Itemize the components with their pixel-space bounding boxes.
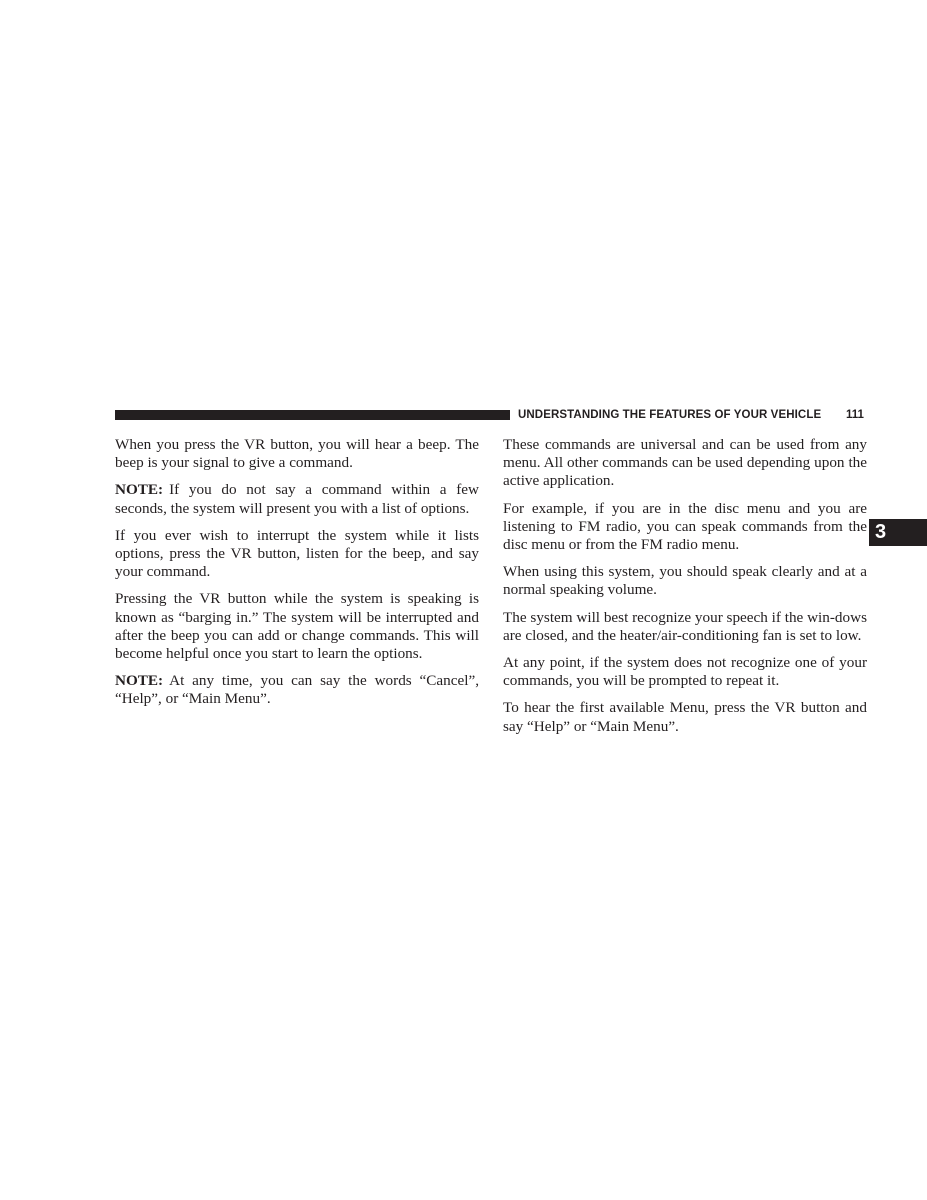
- note-label: NOTE:: [115, 672, 164, 690]
- note-paragraph: [115, 481, 479, 517]
- paragraph: Pressing the VR button while the system is speaking is known as “barging in.” The system will be interrupted and after the beep you can add or change commands. This will become helpful once you start to learn the options.: [115, 590, 479, 663]
- header-rule: [115, 410, 510, 420]
- paragraph: The system will best recognize your speech if the win-dows are closed, and the heater/air-conditioning fan is set to low.: [503, 608, 867, 644]
- paragraph: When using this system, you should speak clearly and at a normal speaking volume.: [503, 563, 867, 599]
- paragraph: If you ever wish to interrupt the system while it lists options, press the VR button, listen for the beep, and say your command.: [115, 526, 479, 581]
- paragraph: To hear the first available Menu, press the VR button and say “Help” or “Main Menu”.: [503, 699, 867, 735]
- note-label: NOTE:: [115, 481, 164, 499]
- left-column: [115, 436, 479, 718]
- paragraph: At any point, if the system does not recognize one of your commands, you will be prompted to repeat it.: [503, 654, 867, 690]
- note-text: If you do not say a command within a few seconds, the system will present you with a list of options.: [115, 481, 479, 517]
- page-number: 111: [846, 409, 864, 421]
- right-column: [503, 436, 867, 745]
- paragraph: When you press the VR button, you will hear a beep. The beep is your signal to give a command.: [115, 436, 479, 472]
- chapter-tab: 3: [869, 519, 927, 546]
- note-text: At any time, you can say the words “Cancel”, “Help”, or “Main Menu”.: [115, 672, 479, 708]
- paragraph: For example, if you are in the disc menu and you are listening to FM radio, you can speak commands from the disc menu or from the FM radio menu.: [503, 499, 867, 554]
- paragraph: These commands are universal and can be used from any menu. All other commands can be used depending upon the active application.: [503, 436, 867, 490]
- section-title: UNDERSTANDING THE FEATURES OF YOUR VEHICLE: [518, 409, 822, 421]
- note-paragraph: [115, 672, 479, 708]
